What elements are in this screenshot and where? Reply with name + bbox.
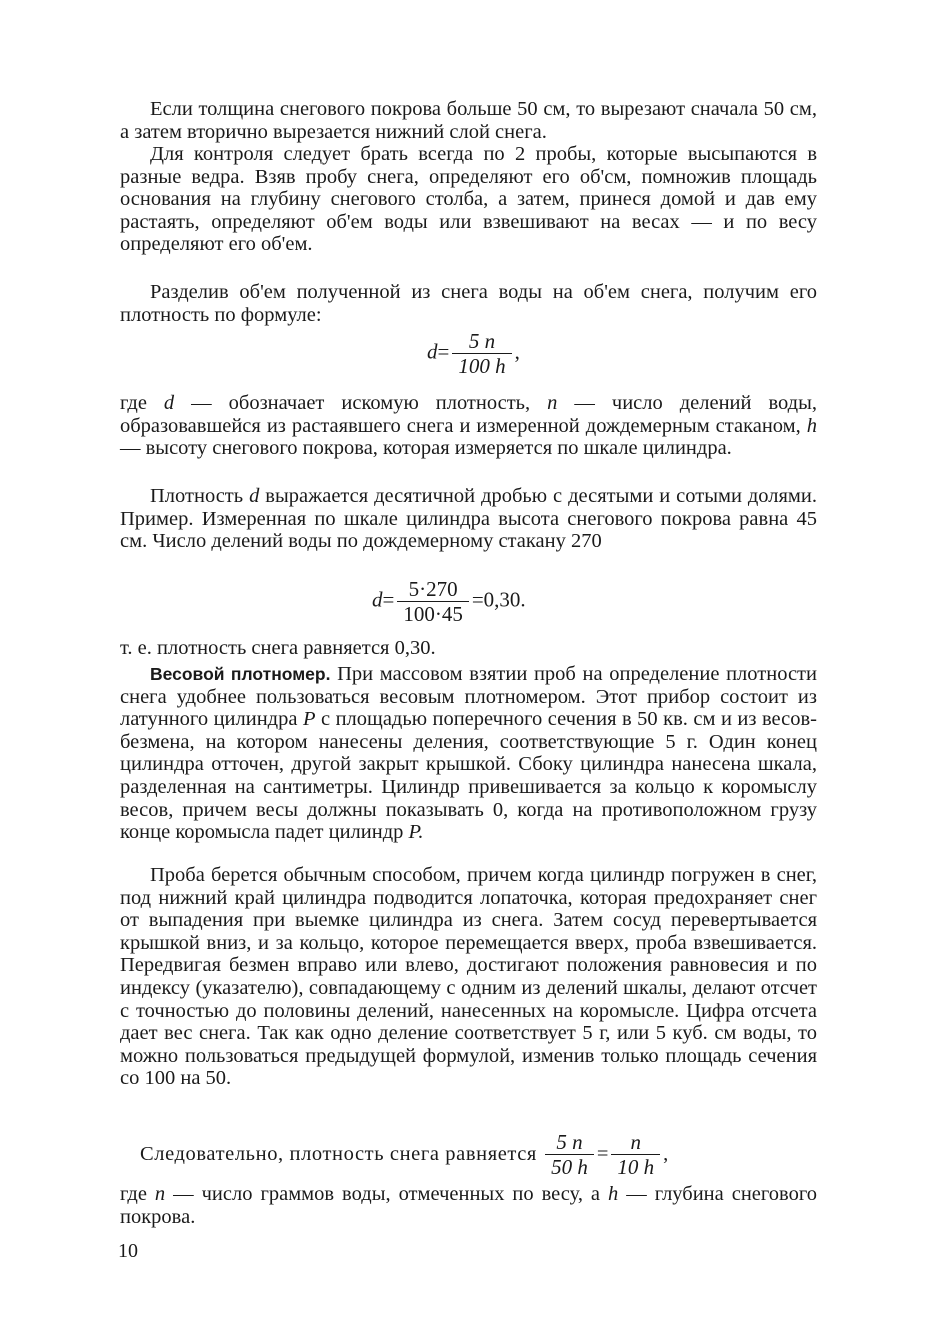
formula-1-numerator: 5 n <box>452 330 511 354</box>
formula-2-denominator: 100·45 <box>403 602 463 626</box>
section-heading: Весовой плотномер. <box>150 664 331 684</box>
formula-1-denominator: 100 h <box>458 354 506 378</box>
paragraph-5: Плотность d выражается десятичной дробью с десятыми и сотыми долями. Пример. Измеренная по шкале цилиндра высота снегового покрова равна 45 см. Число делений воды по дождемерному стакану 270 <box>120 485 817 553</box>
page-number: 10 <box>118 1240 138 1262</box>
formula-2-fraction <box>397 578 469 625</box>
formula-density <box>427 330 520 377</box>
paragraph-7: Весовой плотномер. При массовом взятии проб на определение плотности снега удобнее пользоваться весовым плотномером. Этот прибор состоит из латунного цилиндра P с площадью поперечного сечения в 50 кв. см и из весов-безмена, на котором нанесены деления, соответствующие 5 г. Один конец цилиндра отточен, другой закрыт крышкой. Сбоку цилиндра нанесена шкала, разделенная на сантиметры. Цилиндр привешивается за кольцо к коромыслу весов, причем весы должны показывать 0, когда на противоположном грузу конце коромысла падет цилиндр P. <box>120 663 818 844</box>
formula-2-result: =0,30. <box>471 587 526 612</box>
paragraph-3: Разделив об'ем полученной из снега воды на об'ем снега, получим его плотность по формуле: <box>120 281 817 326</box>
paragraph-9: Следовательно, плотность снега равняется $\frac{5 n}{50 h}$ = $\frac{n}{10 h}$ , <box>140 1130 669 1179</box>
formula-2-lhs: d <box>372 587 383 612</box>
paragraph-1: Если толщина снегового покрова больше 50 см, то вырезают сначала 50 см, а затем вторично вырезается нижний слой снега. <box>120 98 817 143</box>
formula-2-numerator: 5·270 <box>397 578 469 602</box>
paragraph-4: где d — обозначает искомую плотность, n — число делений воды, образовавшейся из растаявшего снега и измеренной дождемерным стаканом, h — высоту снегового покрова, которая измеряется по шкале цилиндра. <box>120 392 818 460</box>
paragraph-10: где n — число граммов воды, отмеченных по весу, а h — глубина снегового покрова. <box>120 1183 817 1228</box>
formula-example <box>372 578 526 625</box>
formula-3-fraction-2: $\frac{n}{10 h}$ <box>611 1131 660 1178</box>
paragraph-8: Проба берется обычным способом, причем когда цилиндр погружен в снег, под нижний край цилиндра подводится лопаточка, которая предохраняет снег от выпадения при выемке цилиндра из снега. Затем сосуд перевертывается крышкой вниз, и за кольцо, которое перемещается вверх, проба взвешивается. Передвигая безмен вправо или влево, достигают положения равновесия и по индексу (указателю), совпадающему с одним из делений шкалы, делают отсчет с точностью до половины делений, нанесенных на коромысле. Цифра отсчета дает вес снега. Так как одно деление соответствует 5 г, или 5 куб. см воды, то можно пользоваться предыдущей формулой, изменив только площадь сечения со 100 на 50. <box>120 864 817 1090</box>
formula-1-lhs: d <box>427 339 438 364</box>
formula-1-eq: = <box>437 339 450 364</box>
formula-1-fraction <box>452 330 511 377</box>
paragraph-6: т. е. плотность снега равняется 0,30. <box>120 637 436 659</box>
formula-1-tail: , <box>514 339 520 364</box>
formula-3-fraction-1: $\frac{5 n}{50 h}$ <box>545 1131 594 1178</box>
paragraph-2: Для контроля следует брать всегда по 2 пробы, которые высыпаются в разные ведра. Взяв пробу снега, определяют его об'см, помножив площадь основания на глубину снегового столба, а затем, принеся домой и дав ему растаять, определяют об'ем воды или взвешивают на весах — и по весу определяют его об'ем. <box>120 143 817 256</box>
formula-2-eq: = <box>382 587 395 612</box>
